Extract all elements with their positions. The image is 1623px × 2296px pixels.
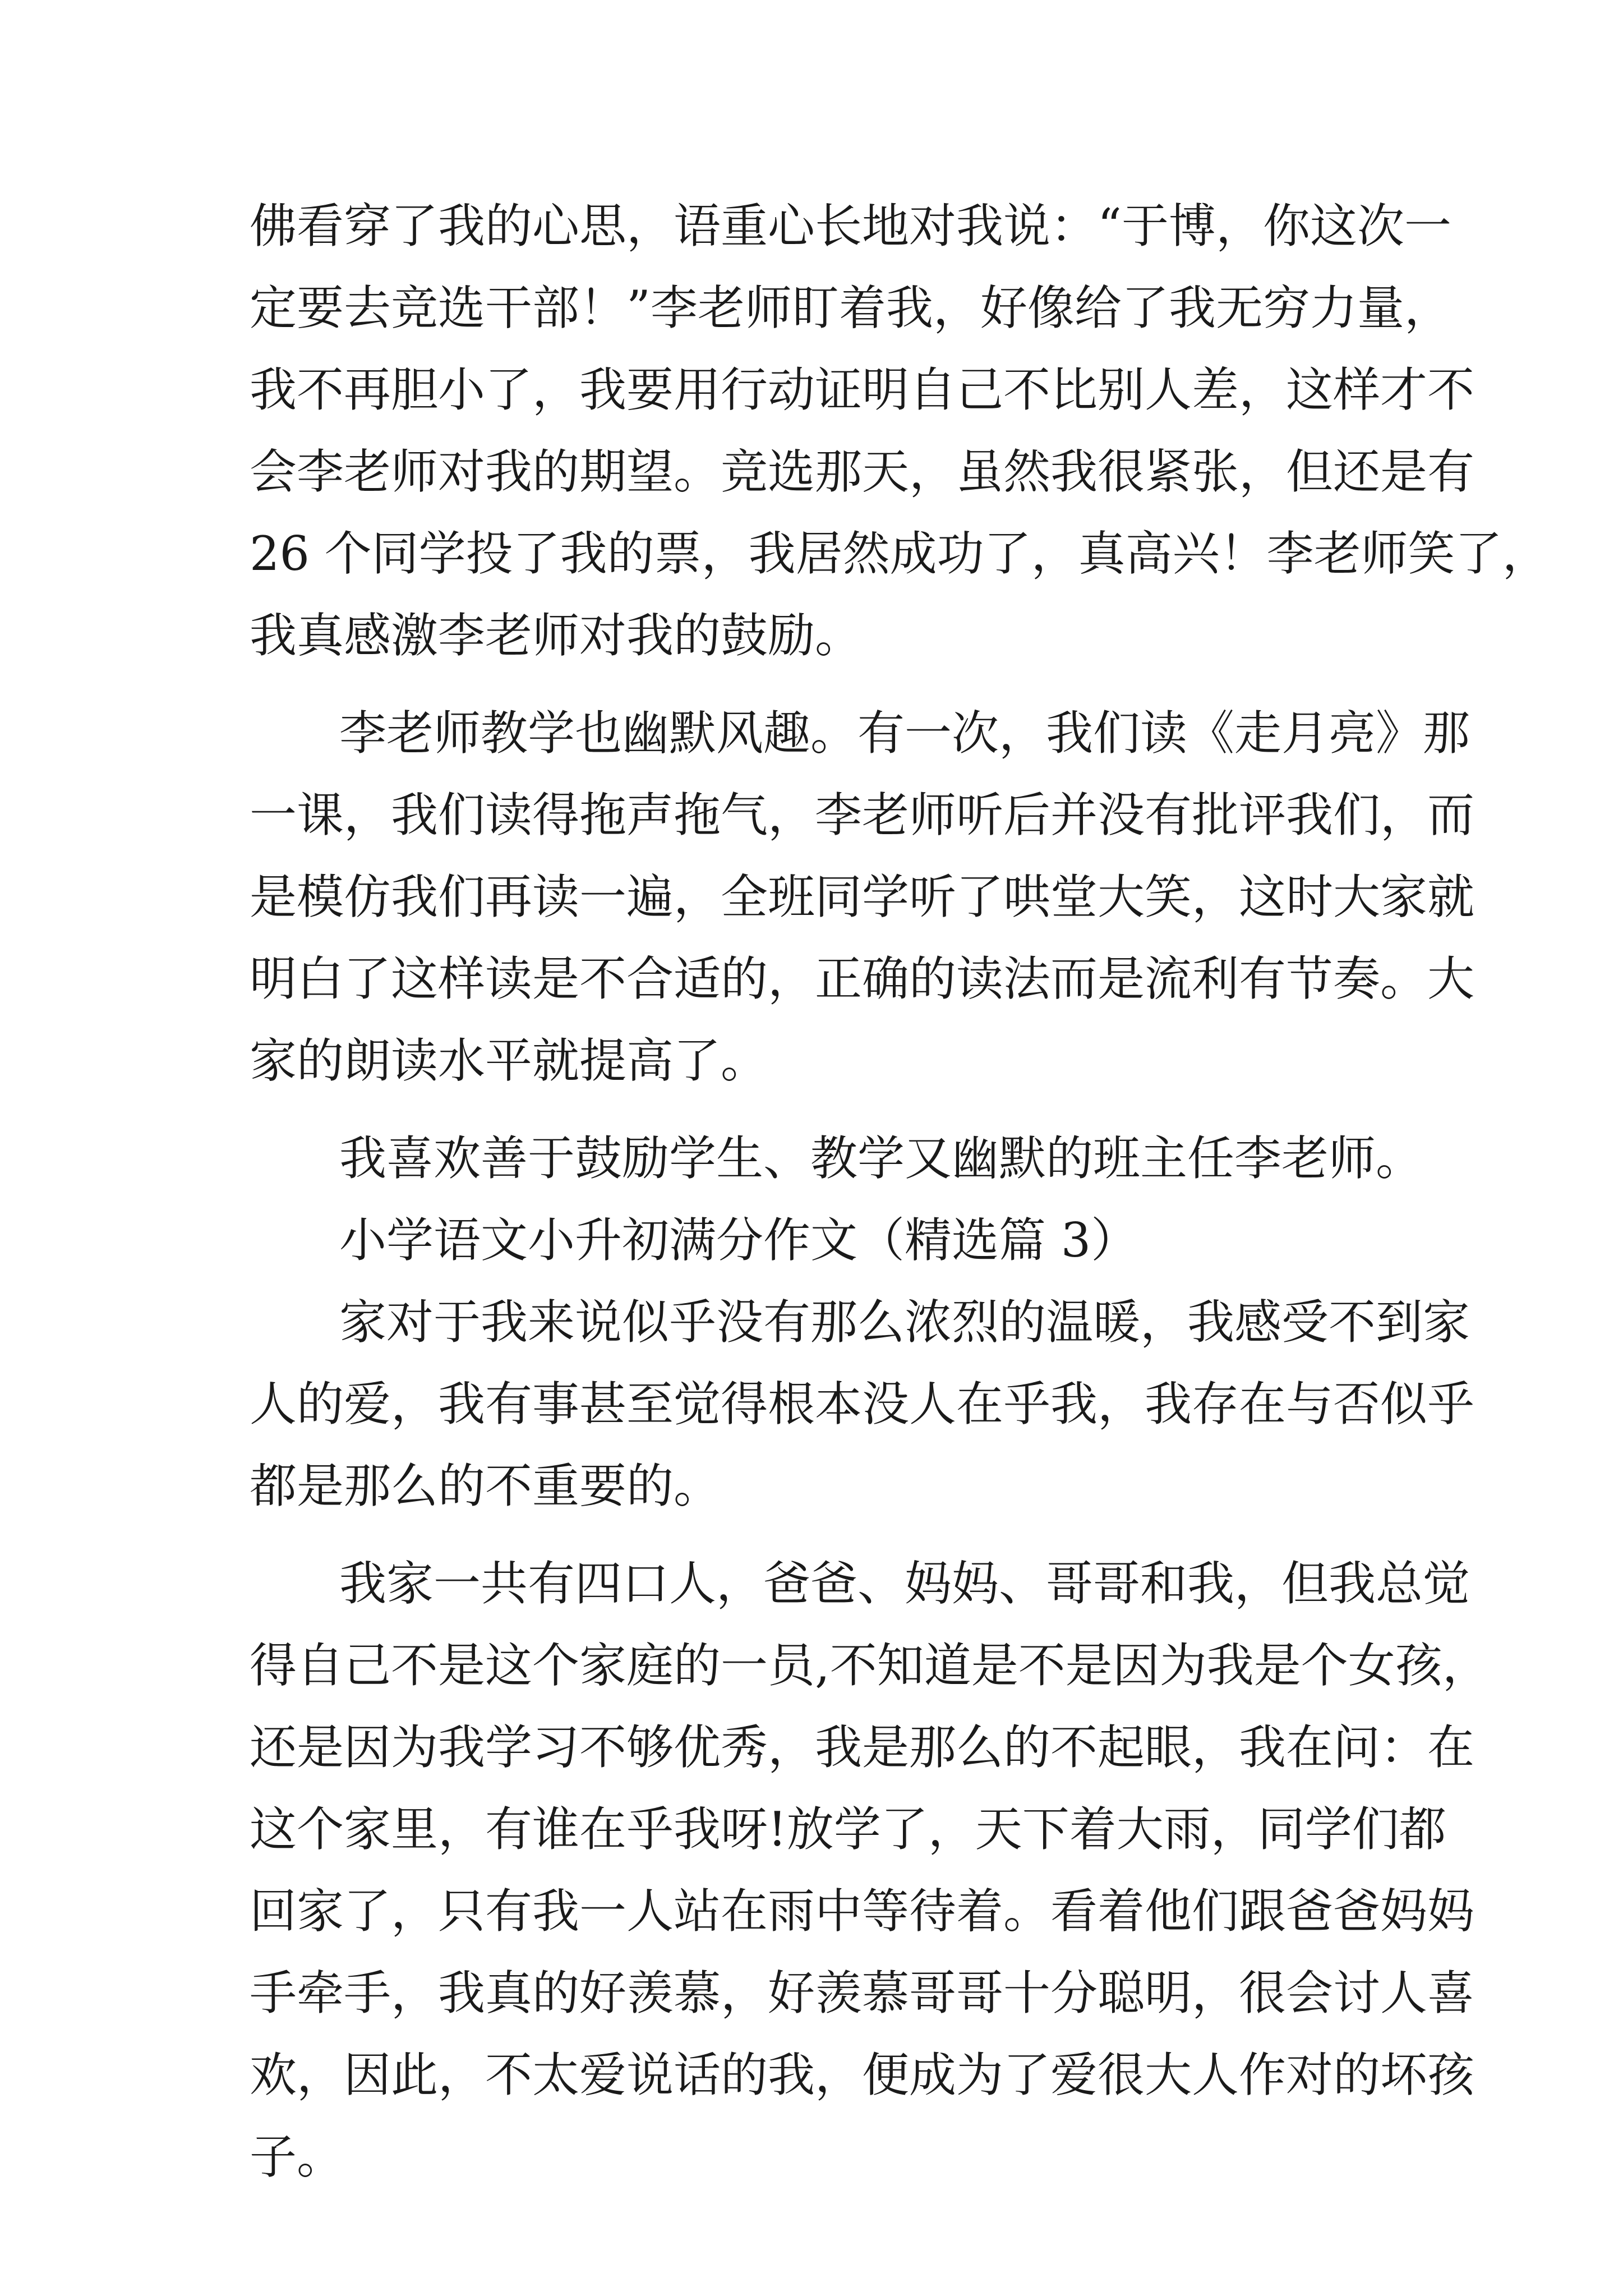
text-line: 人的爱，我有事甚至觉得根本没人在乎我，我存在与否似乎	[250, 1377, 1475, 1432]
text-line: 明白了这样读是不合适的，正确的读法而是流利有节奏。大	[250, 951, 1475, 1006]
text-line: 子。	[250, 2129, 344, 2184]
text-line: 得自己不是这个家庭的一员,不知道是不是因为我是个女孩，	[250, 1638, 1490, 1693]
text-line: 手牵手，我真的好羡慕，好羡慕哥哥十分聪明，很会讨人喜	[250, 1966, 1475, 2021]
paragraph	[250, 1199, 1380, 1281]
text-line: 我真感激李老师对我的鼓励。	[250, 608, 863, 663]
body-text	[250, 185, 1550, 2198]
text-line: 我家一共有四口人，爸爸、妈妈、哥哥和我，但我总觉	[339, 1556, 1470, 1611]
paragraph	[250, 1281, 1475, 1527]
text-line: 26 个同学投了我的票，我居然成功了，真高兴！李老师笑了，	[250, 526, 1550, 581]
paragraph	[250, 692, 1475, 1102]
text-line: 是模仿我们再读一遍，全班同学听了哄堂大笑，这时大家就	[250, 869, 1475, 924]
paragraph	[250, 1117, 1423, 1199]
text-line: 家的朗读水平就提高了。	[250, 1033, 768, 1088]
text-line: 欢，因此，不太爱说话的我，便成为了爱很大人作对的坏孩	[250, 2047, 1475, 2102]
text-line: 李老师教学也幽默风趣。有一次，我们读《走月亮》那	[339, 706, 1470, 761]
paragraph-gap	[250, 677, 1380, 692]
text-line: 佛看穿了我的心思，语重心长地对我说：“于博，你这次一	[250, 199, 1451, 254]
paragraph	[250, 185, 1550, 677]
text-line: 回家了，只有我一人站在雨中等待着。看着他们跟爸爸妈妈	[250, 1884, 1475, 1939]
text-line: 小学语文小升初满分作文（精选篇 3）	[339, 1213, 1138, 1268]
text-line: 定要去竞选干部！”李老师盯着我，好像给了我无穷力量，	[250, 280, 1451, 335]
paragraph	[250, 1543, 1490, 2198]
text-line: 我不再胆小了，我要用行动证明自己不比别人差，这样才不	[250, 362, 1475, 417]
text-line: 这个家里，有谁在乎我呀!放学了，天下着大雨，同学们都	[250, 1802, 1446, 1857]
text-line: 还是因为我学习不够优秀，我是那么的不起眼，我在问：在	[250, 1720, 1475, 1775]
text-line: 一课，我们读得拖声拖气，李老师听后并没有批评我们，而	[250, 788, 1475, 843]
text-line: 家对于我来说似乎没有那么浓烈的温暖，我感受不到家	[339, 1295, 1470, 1350]
text-line: 我喜欢善于鼓励学生、教学又幽默的班主任李老师。	[339, 1131, 1423, 1186]
text-line: 都是那么的不重要的。	[250, 1458, 721, 1513]
text-line: 会李老师对我的期望。竞选那天，虽然我很紧张，但还是有	[250, 444, 1475, 499]
paragraph-gap	[250, 1527, 1380, 1543]
paragraph-gap	[250, 1102, 1380, 1117]
